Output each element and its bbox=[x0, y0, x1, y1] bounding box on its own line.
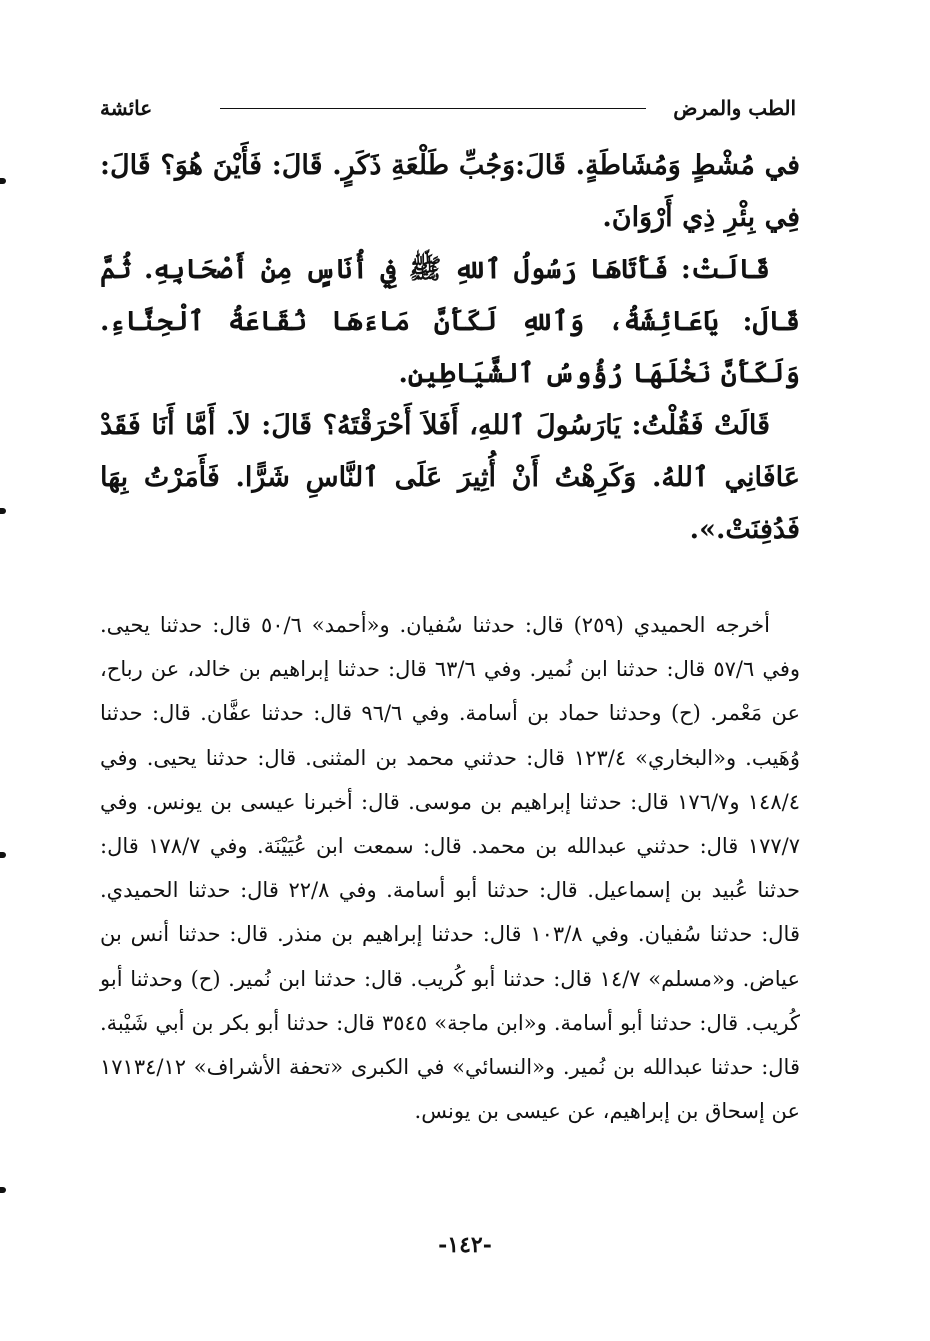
running-header-section: عائشة bbox=[100, 96, 153, 120]
main-paragraph: قَالَتْ: فَأَتَاهَا رَسُولُ ٱللهِ ﷺ فِي أُنَاسٍ مِنْ أَصْحَابِهِ. ثُمَّ قَالَ: يَاعَائِشَةُ، وَٱللهِ لَكَأَنَّ مَاءَهَا نُقَاعَةُ ٱلْحِنَّاءِ. وَلَكَأَنَّ نَخْلَهَا رُؤُوسُ ٱلشَّيَاطِينِ. bbox=[100, 254, 800, 389]
footnote: أخرجه الحميدي (٢٥٩) قال: حدثنا سُفيان. و«أحمد» ٥٠/٦ قال: حدثنا يحيى. وفي ٥٧/٦ قال: حدثنا ابن نُمير. وفي ٦٣/٦ قال: حدثنا إبراهيم بن خالد، عن رباح، عن مَعْمر. (ح) وحدثنا حماد بن أسامة. وفي ٩٦/٦ قال: حدثنا عفَّان. قال: حدثنا وُهَيب. و«البخاري» ١٢٣/٤ قال: حدثني محمد بن المثنى. قال: حدثنا يحيى. وفي ١٤٨/٤ و١٧٦/٧ قال: حدثنا إبراهيم بن موسى. قال: أخبرنا عيسى بن يونس. وفي ١٧٧/٧ قال: حدثني عبدالله بن محمد. قال: سمعت ابن عُيَيْنَة. وفي ١٧٨/٧ قال: حدثنا عُبيد بن إسماعيل. قال: حدثنا أبو أسامة. وفي ٢٢/٨ قال: حدثنا الحميدي. قال: حدثنا سُفيان. وفي ١٠٣/٨ قال: حدثنا إبراهيم بن منذر. قال: حدثنا أنس بن عياض. و«مسلم» ١٤/٧ قال: حدثنا أبو كُريب. قال: حدثنا ابن نُمير. (ح) وحدثنا أبو كُريب. قال: حدثنا أبو أسامة. و«ابن ماجة» ٣٥٤٥ قال: حدثنا أبو بكر بن أبي شَيْبة. قال: حدثنا عبدالله بن نُمير. و«النسائي» في الكبرى «تحفة الأشراف» ١٧١٣٤/١٢ عن إسحاق بن إبراهيم، عن عيسى بن يونس. bbox=[100, 613, 801, 1124]
running-header-title: الطب والمرض bbox=[673, 96, 796, 120]
margin-mark bbox=[0, 852, 6, 858]
main-paragraph: في مُشْطٍ وَمُشَاطَةٍ. قَالَ:وَجُبِّ طَلْعَةِ ذَكَرٍ. قَالَ: فَأَيْنَ هُوَ؟ قَالَ: فِي بِئْرِ ذِي أَرْوَانَ. bbox=[100, 150, 800, 233]
margin-mark bbox=[0, 508, 6, 514]
running-header bbox=[100, 90, 796, 130]
header-rule bbox=[220, 108, 646, 109]
margin-mark bbox=[0, 178, 6, 184]
main-paragraph: قَالَتْ فَقُلْتُ: يَارَسُولَ ٱللهِ، أَفَلاَ أَحْرَقْتَهُ؟ قَالَ: لاَ. أَمَّا أَنَا فَقَدْ عَافَانِي ٱللهُ. وَكَرِهْتُ أَنْ أُثِيرَ عَلَى ٱلنَّاسِ شَرًّا. فَأَمَرْتُ بِهَا فَدُفِنَتْ.». bbox=[100, 410, 800, 545]
margin-mark bbox=[0, 1187, 6, 1193]
footnote-separator bbox=[100, 592, 800, 594]
main-text bbox=[100, 140, 800, 556]
page-number: -١٤٢- bbox=[438, 1232, 492, 1258]
